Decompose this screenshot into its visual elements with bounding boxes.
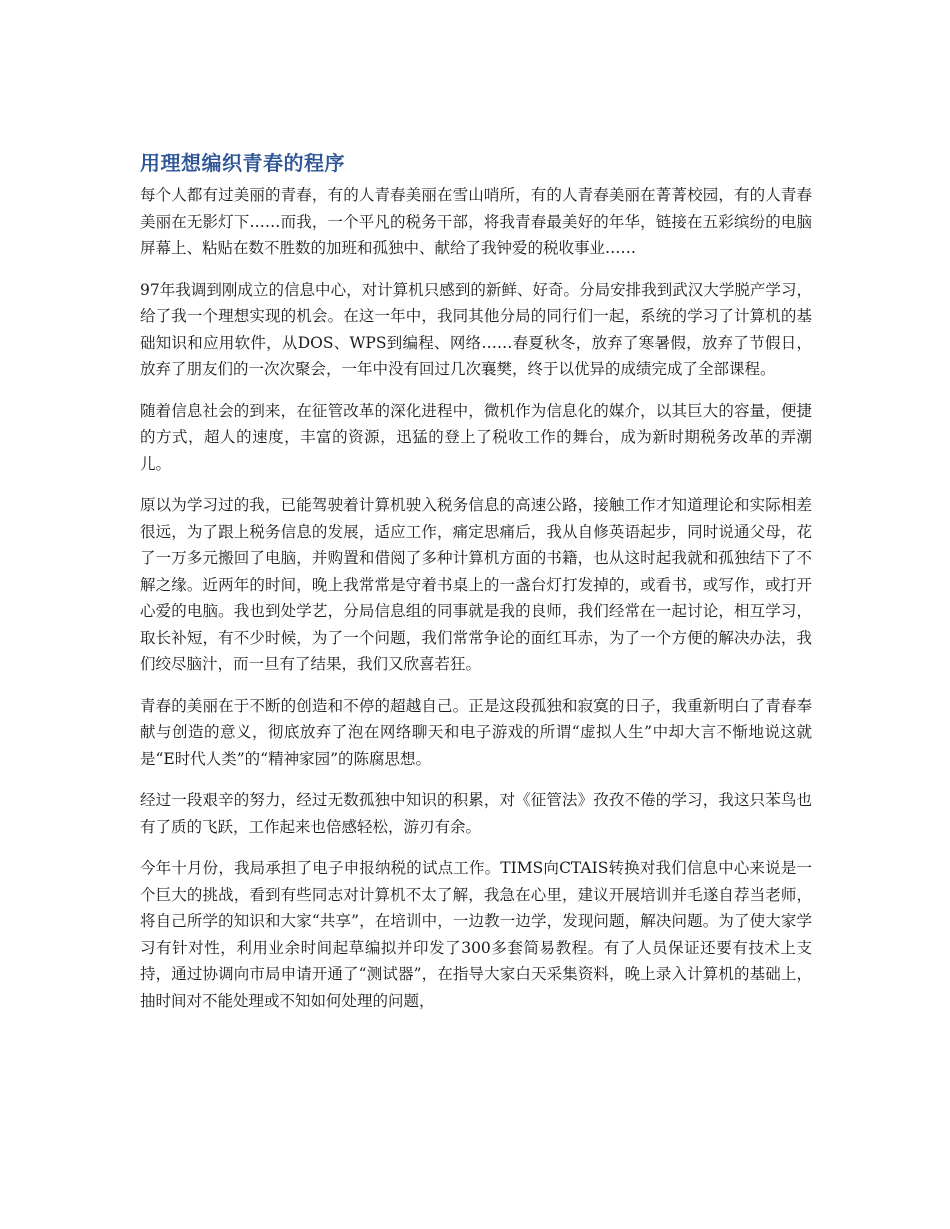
- paragraph-4: 原以为学习过的我，已能驾驶着计算机驶入税务信息的高速公路，接触工作才知道理论和实际相差很远，为了跟上税务信息的发展，适应工作，痛定思痛后，我从自修英语起步，同时说通父母，花了一万多元搬回了电脑，并购置和借阅了多种计算机方面的书籍，也从这时起我就和孤独结下了不解之缘。近两年的时间，晚上我常常是守着书桌上的一盏台灯打发掉的，或看书，或写作，或打开心爱的电脑。我也到处学艺，分局信息组的同事就是我的良师，我们经常在一起讨论，相互学习，取长补短，有不少时候，为了一个问题，我们常常争论的面红耳赤，为了一个方便的解决办法，我们绞尽脑汁，而一旦有了结果，我们又欣喜若狂。: [140, 496, 812, 673]
- paragraph-7: 今年十月份，我局承担了电子申报纳税的试点工作。TIMS向CTAIS转换对我们信息中心来说是一个巨大的挑战，看到有些同志对计算机不太了解，我急在心里，建议开展培训并毛遂自荐当老师，将自己所学的知识和大家“共享”，在培训中，一边教一边学，发现问题，解决问题。为了使大家学习有针对性，利用业余时间起草编拟并印发了300多套简易教程。有了人员保证还要有技术上支持，通过协调向市局申请开通了“测试器”，在指导大家白天采集资料，晚上录入计算机的基础上，抽时间对不能处理或不知如何处理的问题，: [140, 859, 812, 1010]
- paragraph-5: 青春的美丽在于不断的创造和不停的超越自己。正是这段孤独和寂寞的日子，我重新明白了青春奉献与创造的意义，彻底放弃了泡在网络聊天和电子游戏的所谓“虚拟人生”中却大言不惭地说这就是“E时代人类”的“精神家园”的陈腐思想。: [140, 696, 812, 768]
- paragraph-2: 97年我调到刚成立的信息中心，对计算机只感到的新鲜、好奇。分局安排我到武汉大学脱产学习，给了我一个理想实现的机会。在这一年中，我同其他分局的同行们一起，系统的学习了计算机的基础知识和应用软件，从DOS、WPS到编程、网络……春夏秋冬，放弃了寒暑假，放弃了节假日，放弃了朋友们的一次次聚会，一年中没有回过几次襄樊，终于以优异的成绩完成了全部课程。: [140, 280, 812, 378]
- document-content: [140, 148, 812, 1014]
- paragraph-1: 每个人都有过美丽的青春，有的人青春美丽在雪山哨所，有的人青春美丽在菁菁校园，有的人青春美丽在无影灯下……而我，一个平凡的税务干部，将我青春最美好的年华，链接在五彩缤纷的电脑屏幕上、粘贴在数不胜数的加班和孤独中、献给了我钟爱的税收事业……: [140, 186, 812, 257]
- paragraph-6: 经过一段艰辛的努力，经过无数孤独中知识的积累，对《征管法》孜孜不倦的学习，我这只苯鸟也有了质的飞跃，工作起来也倍感轻松，游刃有余。: [140, 791, 812, 836]
- paragraph-3: 随着信息社会的到来，在征管改革的深化进程中，微机作为信息化的媒介，以其巨大的容量，便捷的方式，超人的速度，丰富的资源，迅猛的登上了税收工作的舞台，成为新时期税务改革的弄潮儿。: [140, 401, 812, 473]
- document-title: 用理想编织青春的程序: [140, 151, 345, 175]
